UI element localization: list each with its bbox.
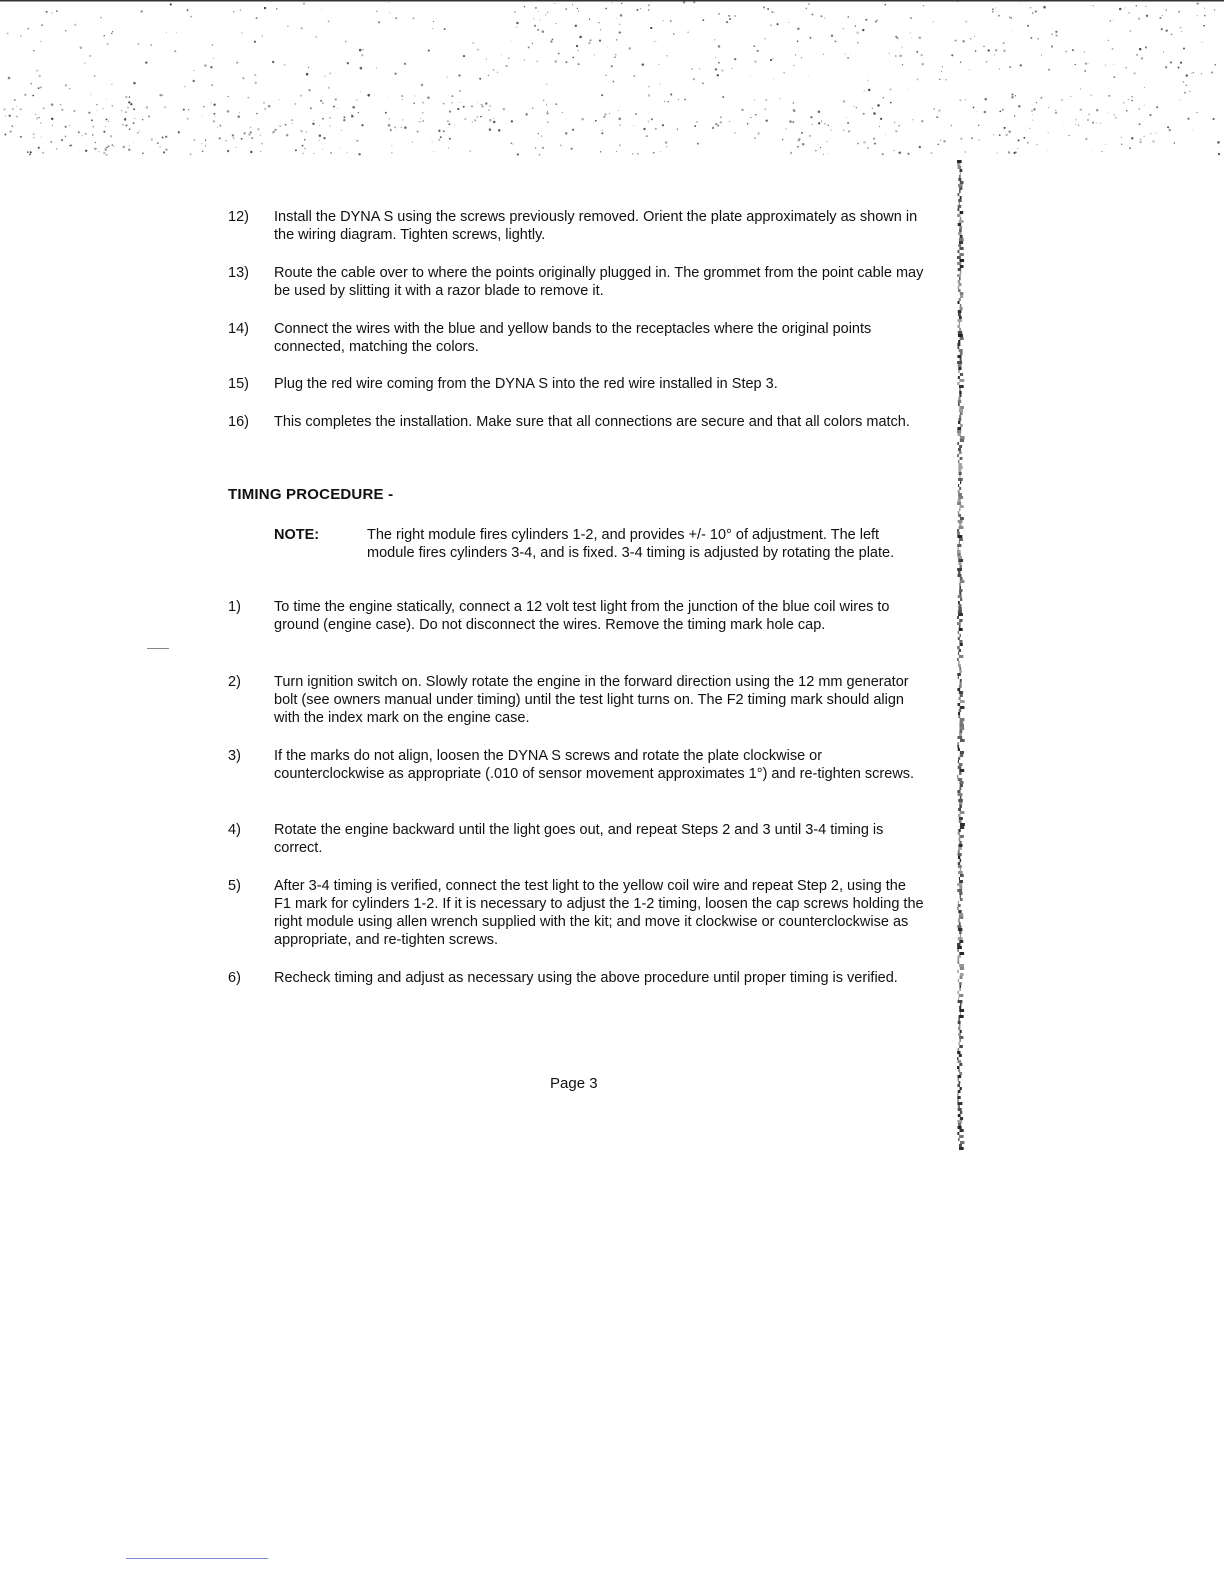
step-text: Recheck timing and adjust as necessary using the above procedure until proper timing is verified. bbox=[274, 970, 898, 986]
margin-mark bbox=[147, 648, 169, 649]
scan-noise-top bbox=[0, 0, 1224, 165]
step-text: This completes the installation. Make sure that all connections are secure and that all colors match. bbox=[274, 414, 910, 430]
step-number: 13) bbox=[228, 265, 249, 281]
step-text: After 3-4 timing is verified, connect the test light to the yellow coil wire and repeat Step 2, using the F1 mark for cylinders 1-2. If it is necessary to adjust the 1-2 timing, loosen the cap screws holding the right module using allen wrench supplied with the kit; and move it clockwise or counterclockwise as appropriate, and re-tighten screws. bbox=[274, 878, 924, 948]
step-text: Install the DYNA S using the screws previously removed. Orient the plate approximately as shown in the wiring diagram. Tighten screws, lightly. bbox=[274, 209, 918, 243]
step-number: 1) bbox=[228, 599, 241, 615]
step-text: Rotate the engine backward until the light goes out, and repeat Steps 2 and 3 until 3-4 timing is correct. bbox=[274, 822, 884, 856]
note-text: The right module fires cylinders 1-2, and provides +/- 10° of adjustment. The left module fires cylinders 3-4, and is fixed. 3-4 timing is adjusted by rotating the plate. bbox=[367, 527, 895, 561]
step-text: Route the cable over to where the points originally plugged in. The grommet from the point cable may be used by slitting it with a razor blade to remove it. bbox=[274, 265, 924, 299]
step-text: If the marks do not align, loosen the DYNA S screws and rotate the plate clockwise or counterclockwise as appropriate (.010 of sensor movement approximates 1°) and re-tighten screws. bbox=[274, 748, 915, 782]
step-number: 14) bbox=[228, 321, 249, 337]
step-text: Plug the red wire coming from the DYNA S into the red wire installed in Step 3. bbox=[274, 376, 778, 392]
note-label: NOTE: bbox=[274, 527, 320, 543]
step-number: 5) bbox=[228, 878, 241, 894]
timing-heading: TIMING PROCEDURE - bbox=[228, 486, 394, 503]
scan-edge-line bbox=[955, 160, 965, 1150]
step-number: 15) bbox=[228, 376, 249, 392]
step-text: To time the engine statically, connect a 12 volt test light from the junction of the blue coil wires to ground (engine case). Do not disconnect the wires. Remove the timing mark hole cap. bbox=[274, 599, 890, 633]
step-number: 16) bbox=[228, 414, 249, 430]
step-number: 12) bbox=[228, 209, 249, 225]
step-number: 2) bbox=[228, 674, 241, 690]
bottom-rule bbox=[126, 1558, 268, 1559]
step-number: 3) bbox=[228, 748, 241, 764]
step-text: Turn ignition switch on. Slowly rotate the engine in the forward direction using the 12 mm generator bolt (see owners manual under timing) until the test light turns on. The F2 timing mark should align with the index mark on the engine case. bbox=[274, 674, 909, 726]
step-number: 4) bbox=[228, 822, 241, 838]
step-number: 6) bbox=[228, 970, 241, 986]
step-text: Connect the wires with the blue and yellow bands to the receptacles where the original points connected, matching the colors. bbox=[274, 321, 872, 355]
page-number: Page 3 bbox=[550, 1075, 598, 1092]
